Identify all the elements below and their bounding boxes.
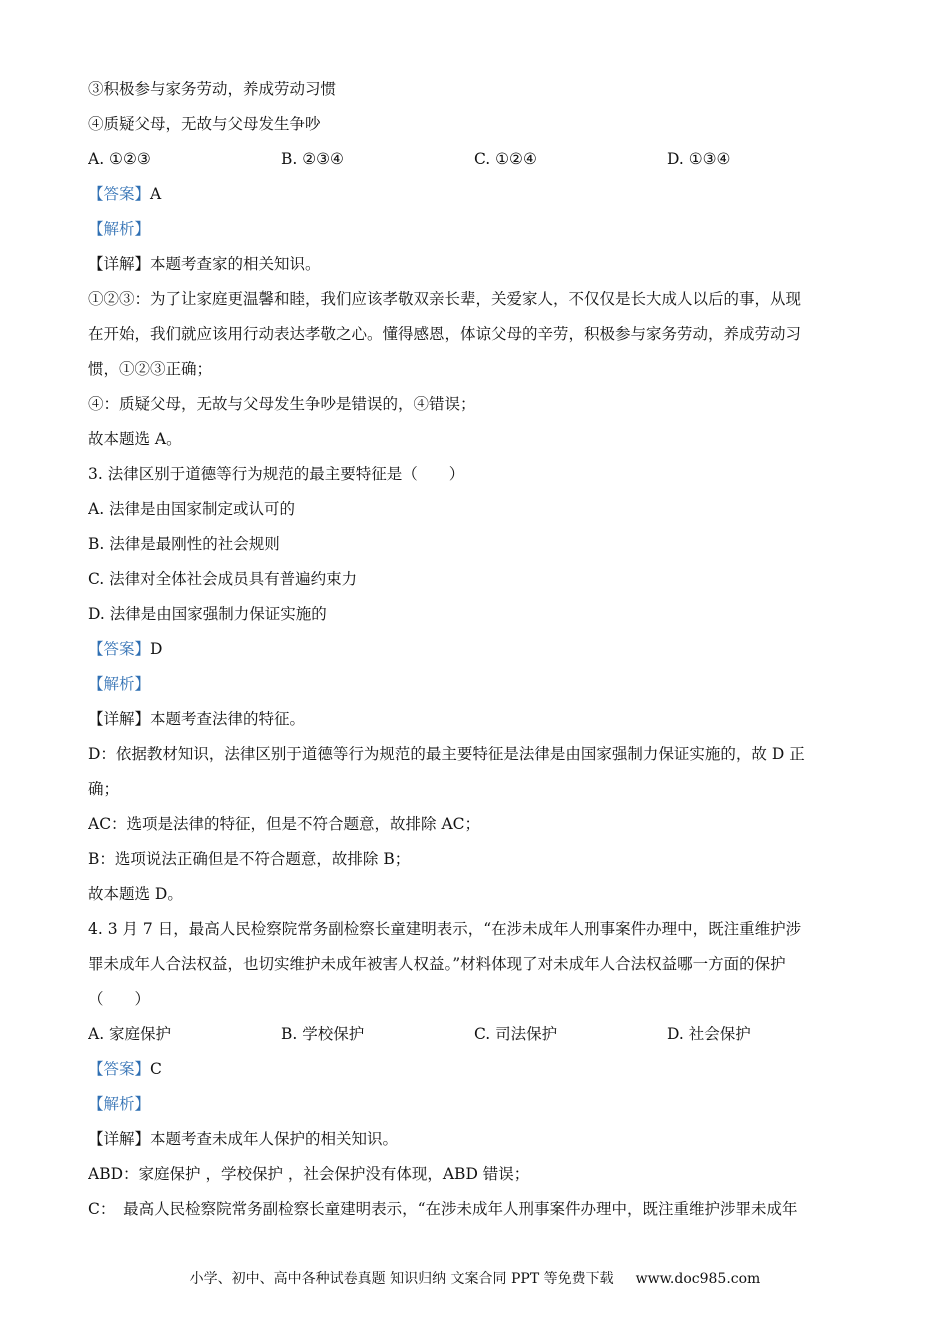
text-line: ①②③：为了让家庭更温馨和睦，我们应该孝敬双亲长辈，关爱家人，不仅仅是长大成人以后的事，从现 — [88, 290, 802, 308]
page-footer — [0, 1268, 950, 1288]
text-line: B：选项说法正确但是不符合题意，故排除 B； — [88, 850, 411, 868]
text-line: 故本题选 D。 — [88, 885, 183, 903]
question-3: 3. 法律区别于道德等行为规范的最主要特征是（ ） — [88, 465, 465, 483]
answer-line — [88, 1052, 860, 1087]
q4-options — [88, 1017, 860, 1052]
option-a: A. ①②③ — [88, 150, 151, 168]
answer-value: D — [150, 640, 163, 658]
text-line: ABD：家庭保护 ，学校保护 ，社会保护没有体现，ABD 错误； — [88, 1165, 530, 1183]
option-a: A. 法律是由国家制定或认可的 — [88, 500, 296, 518]
analysis-tag: 【解析】 — [88, 1095, 151, 1113]
option-c: C. ①②④ — [474, 150, 537, 168]
option-d: D. 法律是由国家强制力保证实施的 — [88, 605, 327, 623]
document-body — [88, 72, 860, 1227]
question-4: 4. 3 月 7 日，最高人民检察院常务副检察长童建明表示，“在涉未成年人刑事案件办理中，既注重维护涉 — [88, 920, 802, 938]
answer-value: A — [150, 185, 162, 203]
answer-value: C — [150, 1060, 162, 1078]
text-line: D：依据教材知识，法律区别于道德等行为规范的最主要特征是法律是由国家强制力保证实施的，故 D 正 — [88, 745, 805, 763]
q2-options — [88, 142, 860, 177]
answer-line — [88, 177, 860, 212]
answer-tag: 【答案】 — [88, 640, 151, 658]
analysis-tag: 【解析】 — [88, 675, 151, 693]
text-line: ④质疑父母，无故与父母发生争吵 — [88, 115, 321, 133]
analysis-line — [88, 1087, 860, 1122]
analysis-line — [88, 667, 860, 702]
option-b: B. ②③④ — [281, 150, 344, 168]
option-d: D. ①③④ — [667, 150, 731, 168]
text-line: （ ） — [88, 990, 151, 1008]
option-b: B. 学校保护 — [281, 1025, 365, 1043]
option-c: C. 司法保护 — [474, 1025, 558, 1043]
footer-url[interactable]: www.doc985.com — [635, 1271, 761, 1287]
answer-tag: 【答案】 — [88, 1060, 151, 1078]
option-c: C. 法律对全体社会成员具有普遍约束力 — [88, 570, 358, 588]
answer-line — [88, 632, 860, 667]
analysis-line — [88, 212, 860, 247]
text-line: 惯，①②③正确； — [88, 360, 213, 378]
text-line: ③积极参与家务劳动，养成劳动习惯 — [88, 80, 337, 98]
text-line: C： 最高人民检察院常务副检察长童建明表示，“在涉未成年人刑事案件办理中，既注重维护涉罪未成年 — [88, 1200, 798, 1218]
option-d: D. 社会保护 — [667, 1025, 751, 1043]
text-line: 在开始，我们就应该用行动表达孝敬之心。懂得感恩，体谅父母的辛劳，积极参与家务劳动，养成劳动习 — [88, 325, 802, 343]
option-a: A. 家庭保护 — [88, 1025, 172, 1043]
text-line: 【详解】本题考查未成年人保护的相关知识。 — [88, 1130, 399, 1148]
text-line: ④：质疑父母，无故与父母发生争吵是错误的，④错误； — [88, 395, 476, 413]
option-b: B. 法律是最刚性的社会规则 — [88, 535, 280, 553]
answer-tag: 【答案】 — [88, 185, 151, 203]
text-line: 罪未成年人合法权益，也切实维护未成年被害人权益。”材料体现了对未成年人合法权益哪一方面的保护 — [88, 955, 786, 973]
text-line: 故本题选 A。 — [88, 430, 182, 448]
text-line: 确； — [88, 780, 120, 798]
text-line: AC：选项是法律的特征，但是不符合题意，故排除 AC； — [88, 815, 481, 833]
text-line: 【详解】本题考查法律的特征。 — [88, 710, 306, 728]
analysis-tag: 【解析】 — [88, 220, 151, 238]
footer-text: 小学、初中、高中各种试卷真题 知识归纳 文案合同 PPT 等免费下载 — [189, 1271, 614, 1287]
text-line: 【详解】本题考查家的相关知识。 — [88, 255, 321, 273]
